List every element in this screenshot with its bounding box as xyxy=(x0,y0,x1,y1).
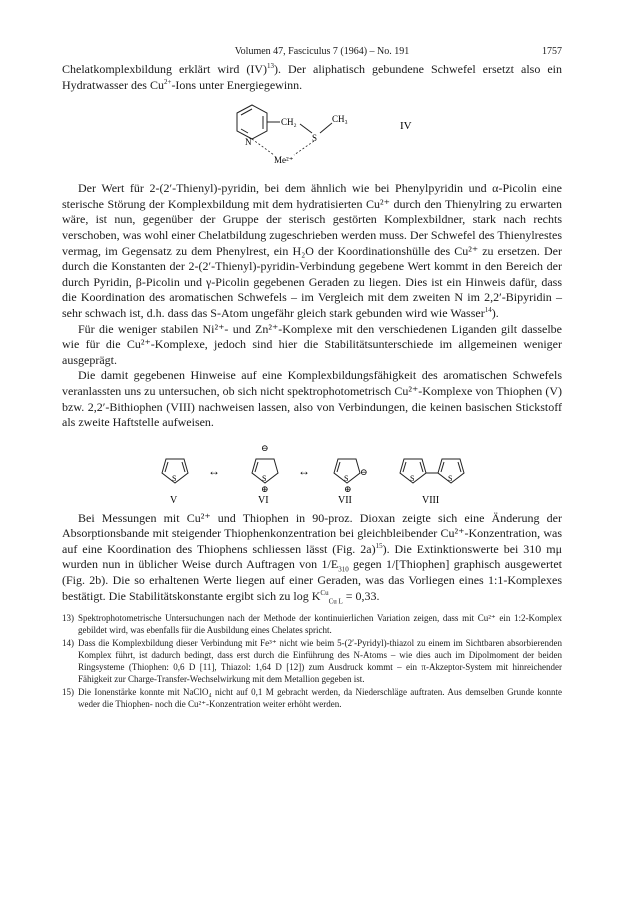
paragraph-thienylpyridine: Der Wert für 2-(2′-Thienyl)-pyridin, bei dem ähnlich wie bei Phenylpyridin und α-Picolin eine sterische Störung der Komplexbildung mit dem hydratisierten Cu²⁺ durch den Thienylring zu erwarten wäre, ist nun, gegenüber der Gruppe der sterisch gestörten Komplexbildner, stark nach rechts verschoben, was wohl einer Chelatbildung zugeschrieben werden muss. Der Schwefel des Thienylrestes vermag, im Gegensatz zu dem Phenylrest, ein H₂O der Koordinationshülle des Cu²⁺ zu ersetzen. Der durch die Konstanten der 2-(2′-Thienyl)-pyridin-Verbindung gegebene Wert kommt in den Bereich der durch Pyridin, β-Picolin und γ-Picolin gegebenen Geraden zu liegen. Dies ist ein Hinweis dafür, dass die Koordination des aromatischen Schwefels – im Vergleich mit dem zweiten N im 2,2′-Bipyridin – sehr schwach ist, d.h. dass das S-Atom ungefähr gleich stark gebunden wird wie Wasser$^{14}$). xyxy=(62,181,562,320)
paragraph-measurements: Bei Messungen mit Cu²⁺ und Thiophen in 90-proz. Dioxan zeigte sich eine Änderung der Absorptionsbande mit steigender Thiophenkonzentration bei gleichbleibender Cu²⁺-Konzentration, was auf eine Koordination des Thiophens schliessen lässt (Fig. 2a)$^{15}$). Die Extinktionswerte bei 310 mμ wurden nun in üblicher Weise durch Auftragen von $1/E_{310}$ gegen 1/[Thiophen] graphisch ausgewertet (Fig. 2b). Die so erhaltenen Werte liegen auf einer Geraden, was das Vorliegen eines 1:1-Komplexes bestätigt. Die Stabilitätskonstante ergibt sich zu $\log K^{Cu}_{Cu L} = 0,33$. xyxy=(62,510,563,606)
thiophene-vii-sulfur: S xyxy=(344,473,349,483)
thiophene-structures xyxy=(62,435,562,507)
page-number: 1757 xyxy=(542,46,562,57)
thiophene-v-sulfur: S xyxy=(172,473,177,483)
footnote-14: 14) Dass die Komplexbildung dieser Verbindung mit Fe³⁺ nicht wie beim 5-(2′-Pyridyl)-thiazol zu einem im Sichtbaren absorbierenden Komplex führt, ist dadurch bedingt, dass erst durch die Einführung des N-Atoms – wie dies auch im Dipolmoment der beiden Ringsysteme (Thiophen: 0,6 D [11], Thiazol: 1,64 D [12]) zum Ausdruck kommt – ein π-Akzeptor-System mit hinreichender Fähigkeit zur Charge-Transfer-Wechselwirkung mit dem Metallion gegeben ist. xyxy=(62,638,562,685)
structure-label-vii: VII xyxy=(338,494,352,506)
chelate-structure-drawing xyxy=(62,95,562,175)
footnotes xyxy=(62,612,562,710)
structure-label-vi: VI xyxy=(258,494,269,506)
bithiophene-sulfur-1: S xyxy=(410,473,415,483)
nitrogen-label: N xyxy=(245,137,252,148)
metal-label: Me²⁺ xyxy=(274,155,294,166)
footnote-13: 13) Spektrophotometrische Untersuchungen nach der Methode der kontinuierlichen Variation zeigen, dass mit Cu²⁺ ein 1:2-Komplex gebildet wird, was ebenfalls für die Ausbildung eines Chelates spricht. xyxy=(62,613,562,636)
resonance-arrow-1: ↔ xyxy=(208,463,220,478)
resonance-arrow-2: ↔ xyxy=(298,463,310,478)
paragraph-ni-zn: Für die weniger stabilen Ni²⁺- und Zn²⁺-Komplexe mit den verschiedenen Liganden gilt dasselbe wie für die Cu²⁺-Komplexe, jedoch sind hier die Stabilitätsunterschiede im allgemeinen weniger ausgeprägt. xyxy=(62,321,562,367)
thiophene-vi-sulfur: S xyxy=(262,473,267,483)
structure-label-viii: VIII xyxy=(422,494,440,506)
structure-label-iv: IV xyxy=(400,120,412,133)
journal-page xyxy=(62,46,562,711)
intro-paragraph: Chelatkomplexbildung erklärt wird (IV)$^{13}$). Der aliphatisch gebundene Schwefel ersetzt also ein Hydratwasser des $Cu^{2+}$-Ions unter Energiegewinn. xyxy=(62,62,562,92)
thiophene-vi-plus: ⊕ xyxy=(261,483,269,494)
ch2-label: CH₂ xyxy=(281,117,297,128)
sulfur-label: S xyxy=(312,133,318,144)
thiophene-vii-minus: ⊖ xyxy=(360,466,368,477)
bithiophene-sulfur-2: S xyxy=(448,473,453,483)
structure-iv xyxy=(62,95,562,175)
journal-citation: Volumen 47, Fasciculus 7 (1964) – No. 191 xyxy=(234,46,410,57)
footnote-15: 15) Die Ionenstärke konnte mit NaClO₄ nicht auf 0,1 M gebracht werden, da Niederschläge auftraten. Aus demselben Grunde konnte weder die Thiophen- noch die Cu²⁺-Konzentration weiter erhöht werden. xyxy=(62,687,562,710)
paragraph-aromatic-sulfur: Die damit gegebenen Hinweise auf eine Komplexbildungsfähigkeit des aromatischen Schwefels veranlassten uns zu untersuchen, ob sich nicht spektrophotometrisch Cu²⁺-Komplexe von Thiophen (V) bzw. 2,2′-Bithiophen (VIII) nachweisen lassen, also von Verbindungen, die keinen basischen Stickstoff als zweite Haftstelle aufweisen. xyxy=(62,368,562,430)
thiophene-vii-plus: ⊕ xyxy=(344,483,352,494)
structure-label-v: V xyxy=(170,494,178,506)
thiophene-resonance-drawing xyxy=(62,435,562,507)
thiophene-vi-minus: ⊖ xyxy=(261,442,269,453)
ch3-label: CH₃ xyxy=(332,114,348,125)
page-header xyxy=(62,46,562,57)
